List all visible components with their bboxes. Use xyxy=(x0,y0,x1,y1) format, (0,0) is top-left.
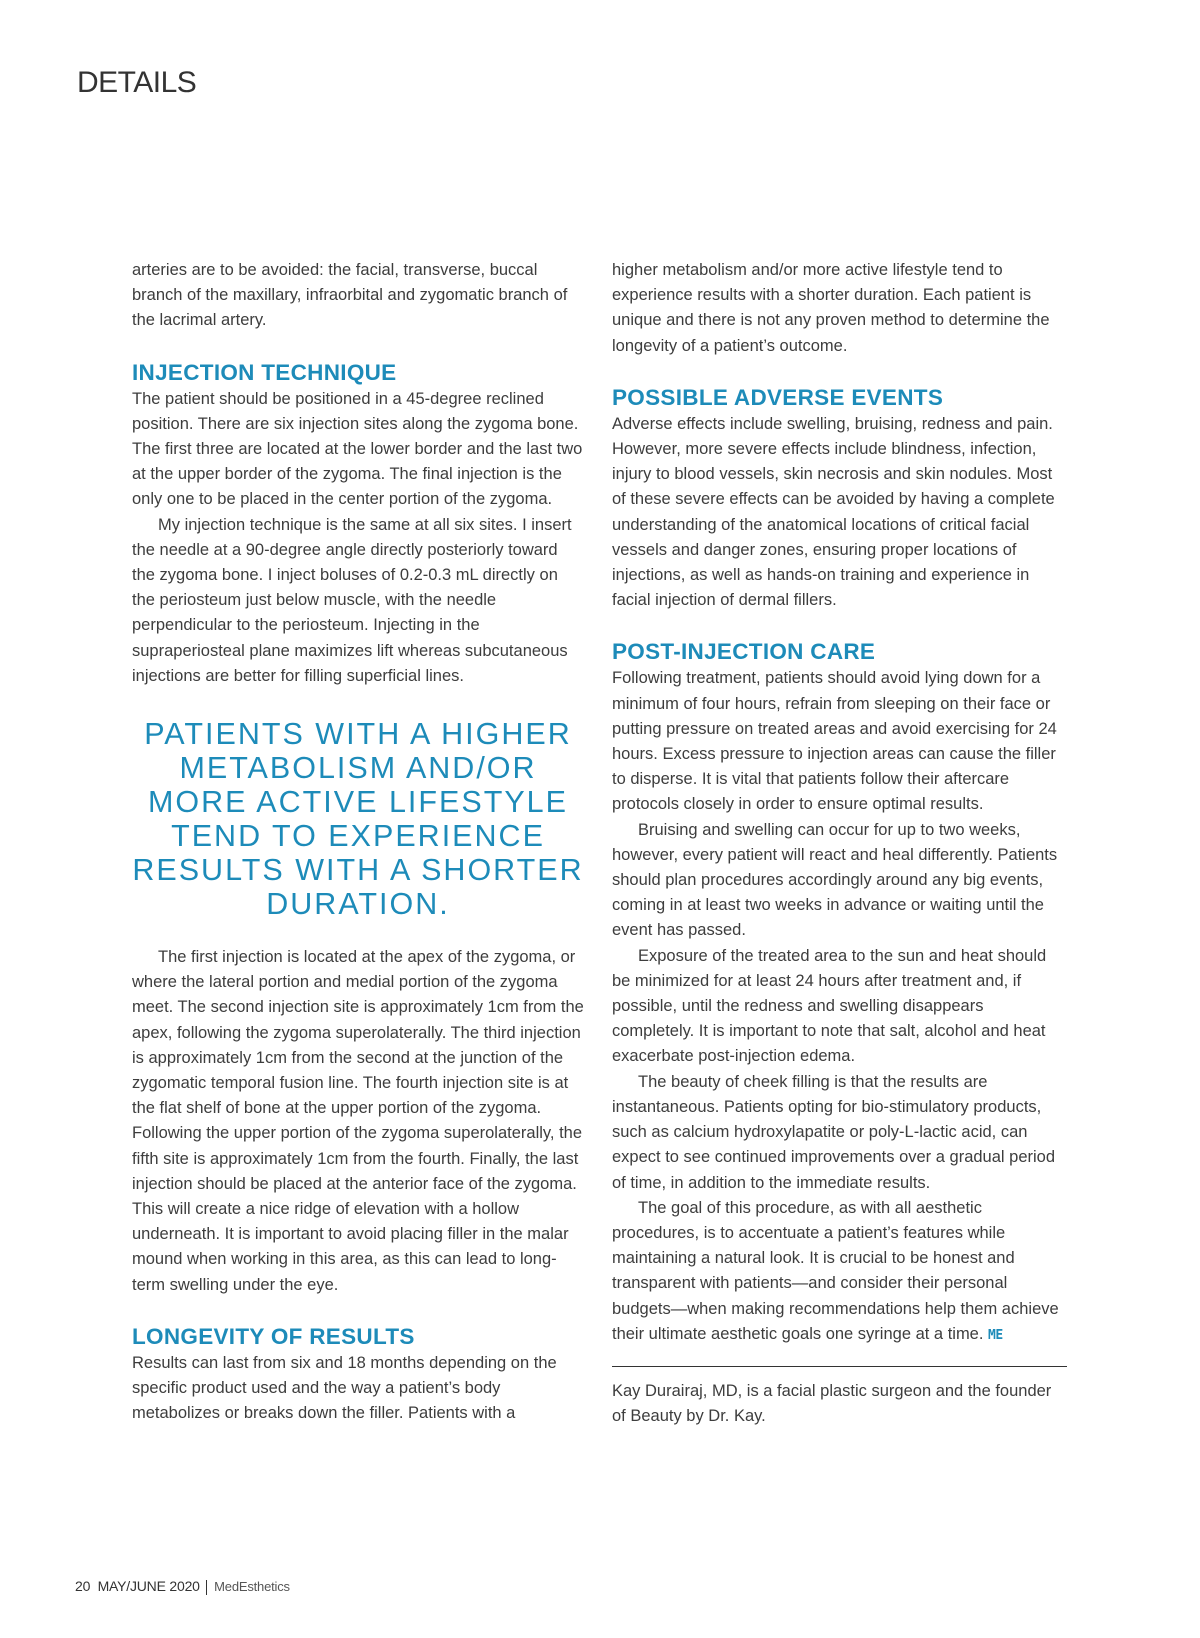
section-label: DETAILS xyxy=(77,66,197,99)
intro-paragraph: arteries are to be avoided: the facial, transverse, buccal branch of the maxillary, infraorbital and zygomatic branch of the lacrimal artery. xyxy=(132,261,568,330)
page-footer xyxy=(75,1578,290,1595)
issue-date: MAY/JUNE 2020 xyxy=(97,1578,200,1594)
longevity-paragraph: Results can last from six and 18 months depending on the specific product used and the way a patient’s body metabolizes or breaks down the filler. Patients with a xyxy=(132,1353,557,1423)
publication-name: MedEsthetics xyxy=(214,1579,290,1594)
longevity-continued-paragraph: higher metabolism and/or more active lifestyle tend to experience results with a shorter duration. Each patient is unique and there is not any proven method to determine the longevity of a patient’s outcome. xyxy=(612,261,1050,355)
end-logo-icon: ME xyxy=(988,1327,1003,1343)
bio-divider xyxy=(612,1366,1067,1367)
adverse-events-heading: POSSIBLE ADVERSE EVENTS xyxy=(612,384,944,410)
right-column xyxy=(612,258,1067,1429)
left-column xyxy=(132,258,584,1427)
care-paragraph-4: The beauty of cheek filling is that the results are instantaneous. Patients opting for bio-stimulatory products, such as calcium hydroxylapatite or poly-L-lactic acid, can expect to see continued improvements over a gradual period of time, in addition to the immediate results. xyxy=(612,1072,1056,1192)
injection-paragraph-1: The patient should be positioned in a 45-degree reclined position. There are six injection sites along the zygoma bone. The first three are located at the lower border and the last two at the upper border of the zygoma. The final injection is the only one to be placed in the center portion of the zygoma. xyxy=(132,389,583,509)
injection-paragraph-3: The first injection is located at the apex of the zygoma, or where the lateral portion and medial portion of the zygoma meet. The second injection site is approximately 1cm from the apex, following the zygoma superolaterally. The third injection is approximately 1cm from the second at the junction of the zygomatic temporal fusion line. The fourth injection site is at the flat shelf of bone at the upper portion of the zygoma. Following the upper portion of the zygoma superolaterally, the fifth site is approximately 1cm from the fourth. Finally, the last injection should be placed at the anterior face of the zygoma. This will create a nice ridge of elevation with a hollow underneath. It is important to avoid placing filler in the malar mound when working in this area, as this can lead to long-term swelling under the eye. xyxy=(132,948,584,1294)
care-paragraph-5 xyxy=(612,1196,1067,1348)
care-paragraph-3: Exposure of the treated area to the sun and heat should be minimized for at least 24 hours after treatment and, if possible, until the redness and swelling disappears completely. It is important to note that salt, alcohol and heat exacerbate post-injection edema. xyxy=(612,946,1047,1066)
pull-quote: PATIENTS WITH A HIGHER METABOLISM AND/OR MORE ACTIVE LIFESTYLE TEND TO EXPERIENCE RESULTS WITH A SHORTER DURATION. xyxy=(132,717,584,922)
author-bio: Kay Durairaj, MD, is a facial plastic surgeon and the founder of Beauty by Dr. Kay. xyxy=(612,1381,1052,1426)
care-paragraph-5-text: The goal of this procedure, as with all aesthetic procedures, is to accentuate a patient’s features while maintaining a natural look. It is crucial to be honest and transparent with patients—and consider their personal budgets—when making recommendations help them achieve their ultimate aesthetic goals one syringe at a time. xyxy=(612,1198,1059,1343)
care-paragraph-1: Following treatment, patients should avoid lying down for a minimum of four hours, refrain from sleeping on their face or putting pressure on treated areas and avoid exercising for 24 hours. Excess pressure to injection areas can cause the filler to disperse. It is vital that patients follow their aftercare protocols closely in order to ensure optimal results. xyxy=(612,669,1057,814)
injection-technique-heading: INJECTION TECHNIQUE xyxy=(132,359,397,385)
post-injection-care-heading: POST-INJECTION CARE xyxy=(612,639,876,665)
adverse-events-paragraph: Adverse effects include swelling, bruising, redness and pain. However, more severe effects include blindness, infection, injury to blood vessels, skin necrosis and skin nodules. Most of these severe effects can be avoided by having a complete understanding of the anatomical locations of critical facial vessels and danger zones, ensuring proper locations of injections, as well as hands-on training and experience in facial injection of dermal fillers. xyxy=(612,414,1055,610)
injection-paragraph-2: My injection technique is the same at all six sites. I insert the needle at a 90-degree angle directly posteriorly toward the zygoma bone. I inject boluses of 0.2-0.3 mL directly on the periosteum just below muscle, with the needle perpendicular to the periosteum. Injecting in the supraperiosteal plane maximizes lift whereas subcutaneous injections are better for filling superficial lines. xyxy=(132,515,572,685)
page-number: 20 xyxy=(75,1578,91,1594)
longevity-heading: LONGEVITY OF RESULTS xyxy=(132,1323,415,1349)
care-paragraph-2: Bruising and swelling can occur for up to two weeks, however, every patient will react and heal differently. Patients should plan procedures accordingly around any big events, coming in at least two weeks in advance or waiting until the event has passed. xyxy=(612,820,1058,940)
footer-divider xyxy=(206,1580,207,1595)
